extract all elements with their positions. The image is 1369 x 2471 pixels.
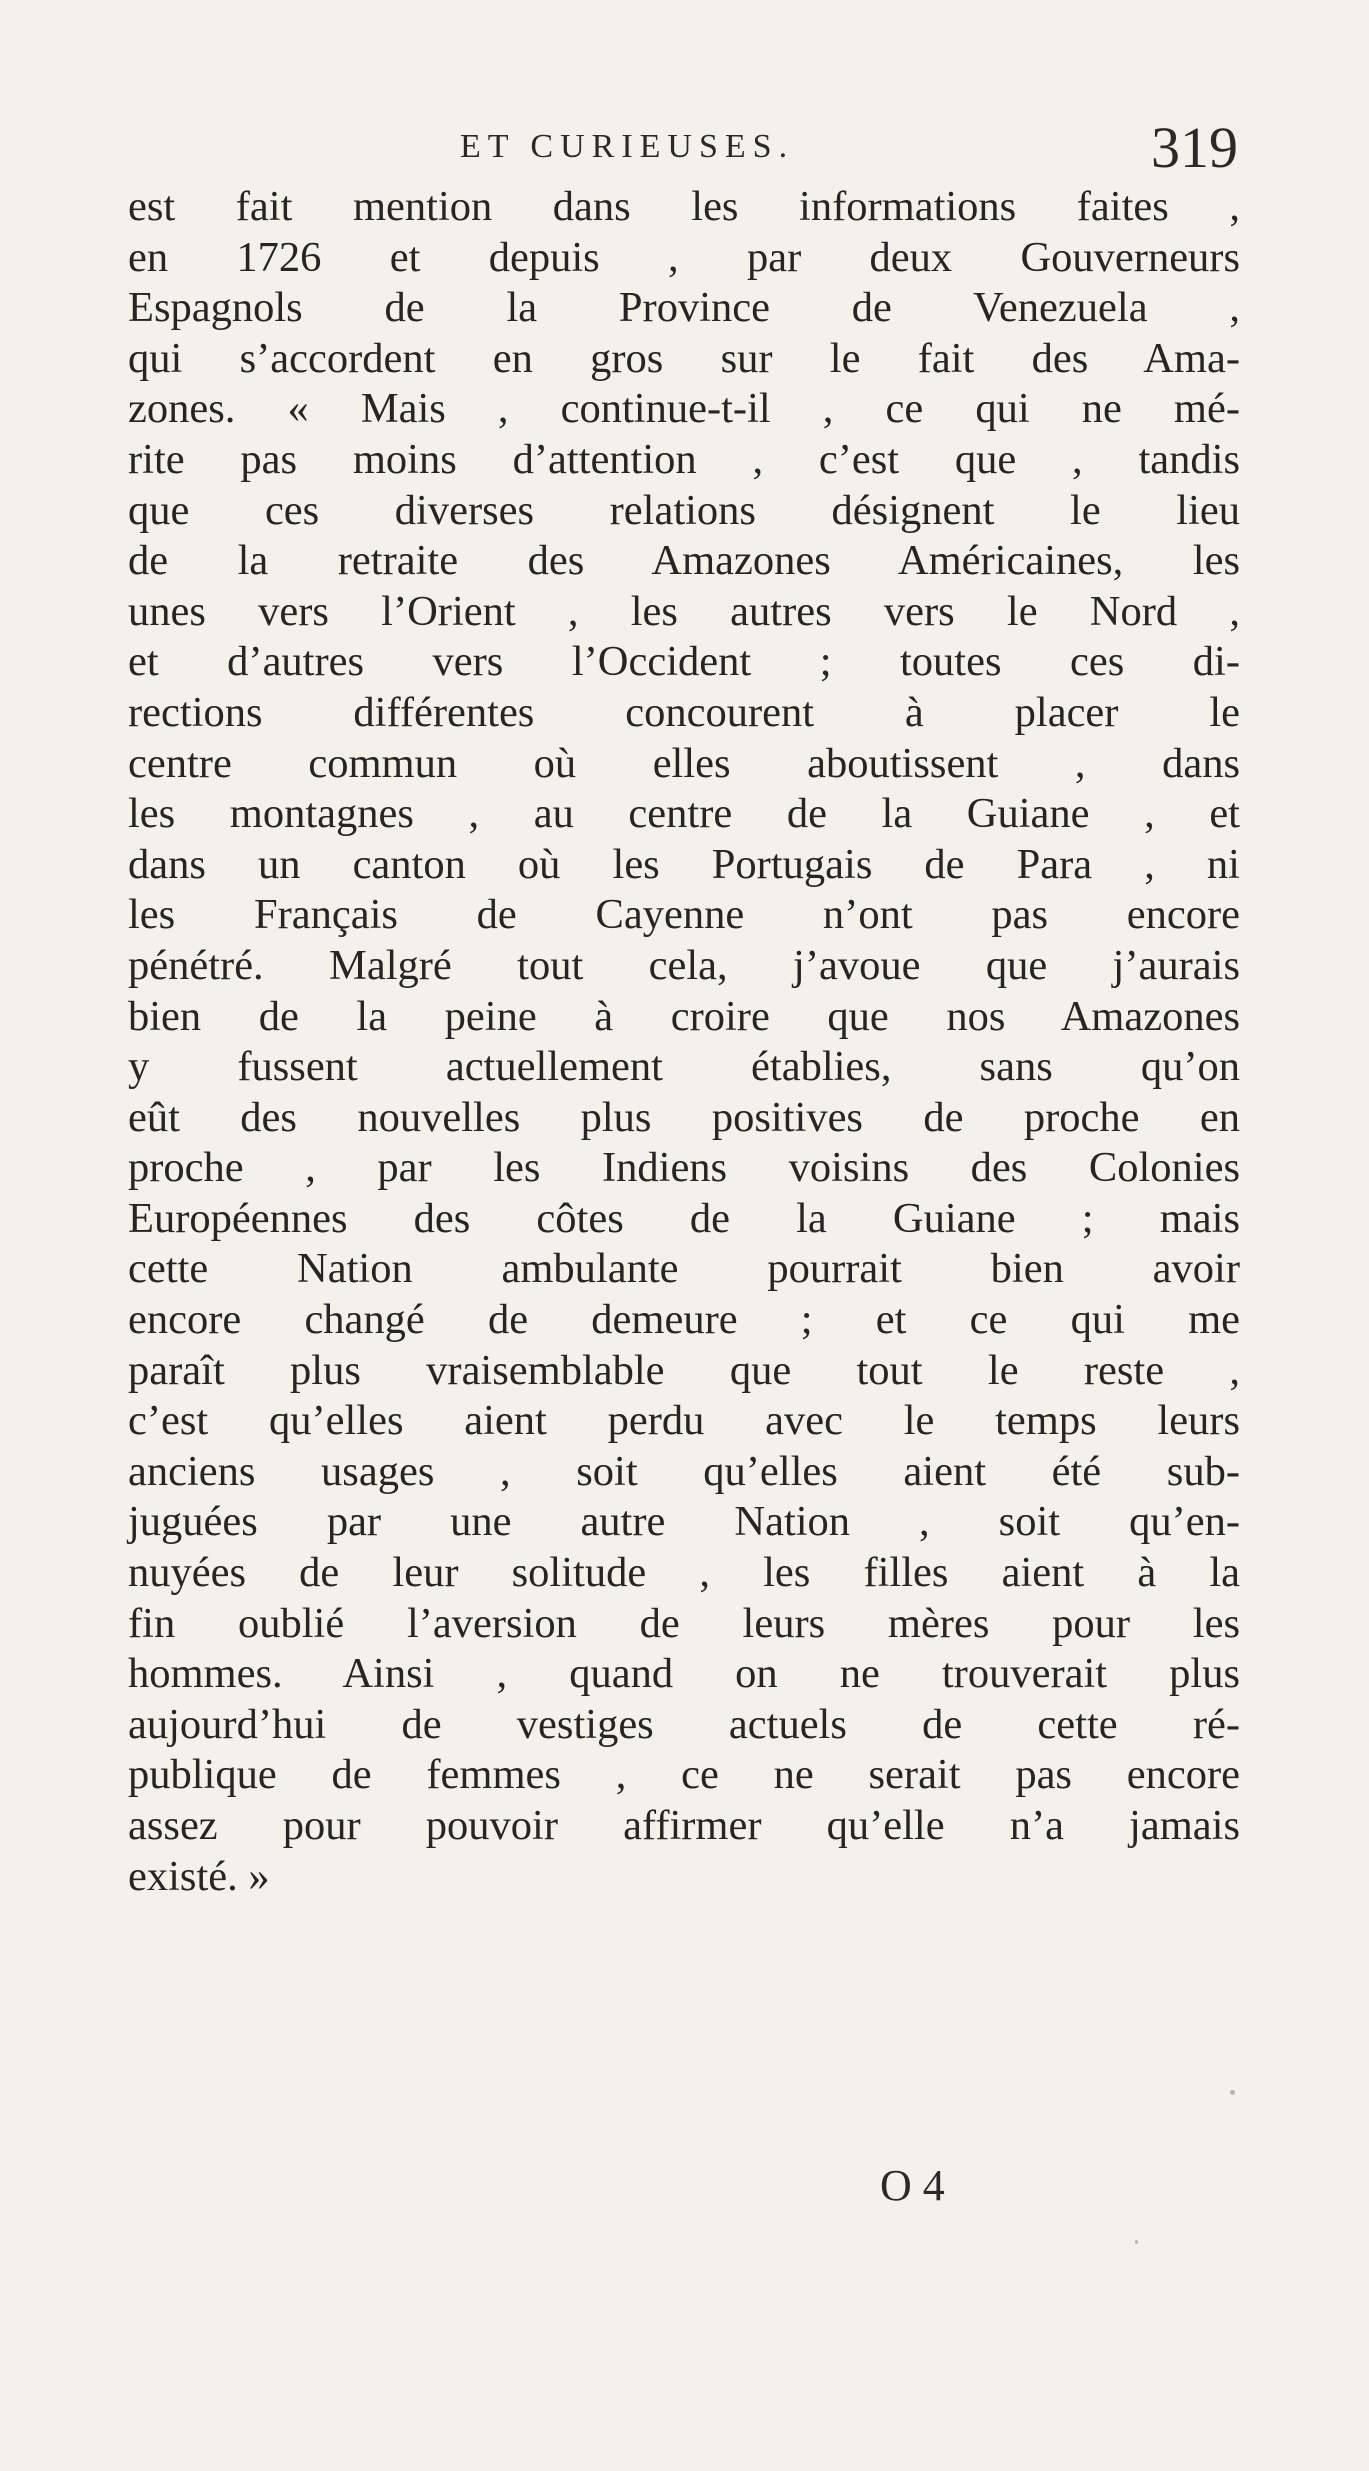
paper-speck: [1230, 2090, 1235, 2095]
text-line: bien de la peine à croire que nos Amazones: [128, 992, 1240, 1040]
text-line: fin oublié l’aversion de leurs mères pour les: [128, 1599, 1240, 1647]
text-line: dans un canton où les Portugais de Para , ni: [128, 840, 1240, 888]
text-line: centre commun où elles aboutissent , dans: [128, 739, 1240, 787]
text-line: eût des nouvelles plus positives de proche en: [128, 1093, 1240, 1141]
text-line: qui s’accordent en gros sur le fait des Ama-: [128, 334, 1240, 382]
body-text: [128, 182, 1240, 1902]
text-line: zones. « Mais , continue-t-il , ce qui ne mé-: [128, 385, 1240, 433]
text-line: anciens usages , soit qu’elles aient été sub-: [128, 1447, 1240, 1495]
text-line: cette Nation ambulante pourrait bien avoir: [128, 1245, 1240, 1293]
text-line: encore changé de demeure ; et ce qui me: [128, 1296, 1240, 1344]
text-line: publique de femmes , ce ne serait pas encore: [128, 1751, 1240, 1799]
text-line: Européennes des côtes de la Guiane ; mais: [128, 1194, 1240, 1242]
text-line: pénétré. Malgré tout cela, j’avoue que j’aurais: [128, 941, 1240, 989]
text-line: Espagnols de la Province de Venezuela ,: [128, 284, 1240, 332]
text-line: paraît plus vraisemblable que tout le reste ,: [128, 1346, 1240, 1394]
running-head: ET CURIEUSES.: [460, 128, 795, 165]
text-line: nuyées de leur solitude , les filles aient à la: [128, 1549, 1240, 1597]
text-line: que ces diverses relations désignent le lieu: [128, 486, 1240, 534]
text-line: rite pas moins d’attention , c’est que , tandis: [128, 435, 1240, 483]
text-line: hommes. Ainsi , quand on ne trouverait plus: [128, 1650, 1240, 1698]
signature-mark: O 4: [880, 2161, 945, 2210]
text-line: assez pour pouvoir affirmer qu’elle n’a jamais: [128, 1802, 1240, 1849]
page-header: [128, 115, 1288, 180]
text-line: est fait mention dans les informations faites ,: [128, 183, 1240, 230]
text-line: les Français de Cayenne n’ont pas encore: [128, 891, 1240, 939]
text-line: unes vers l’Orient , les autres vers le Nord ,: [128, 587, 1240, 635]
text-line: aujourd’hui de vestiges actuels de cette ré-: [128, 1700, 1240, 1748]
text-line: c’est qu’elles aient perdu avec le temps leurs: [128, 1397, 1240, 1445]
text-line: en 1726 et depuis , par deux Gouverneurs: [128, 233, 1240, 281]
text-line: rections différentes concourent à placer le: [128, 688, 1240, 736]
text-line: et d’autres vers l’Occident ; toutes ces di-: [128, 638, 1240, 686]
paper-speck: [1135, 2240, 1138, 2244]
text-line: existé. »: [128, 1852, 270, 1900]
page-number: 319: [1151, 115, 1238, 180]
text-line: les montagnes , au centre de la Guiane , et: [128, 790, 1240, 838]
text-line: y fussent actuellement établies, sans qu’on: [128, 1043, 1240, 1091]
text-line: de la retraite des Amazones Américaines, les: [128, 537, 1240, 585]
text-line: proche , par les Indiens voisins des Colonies: [128, 1144, 1240, 1192]
text-line: juguées par une autre Nation , soit qu’en-: [128, 1498, 1240, 1546]
